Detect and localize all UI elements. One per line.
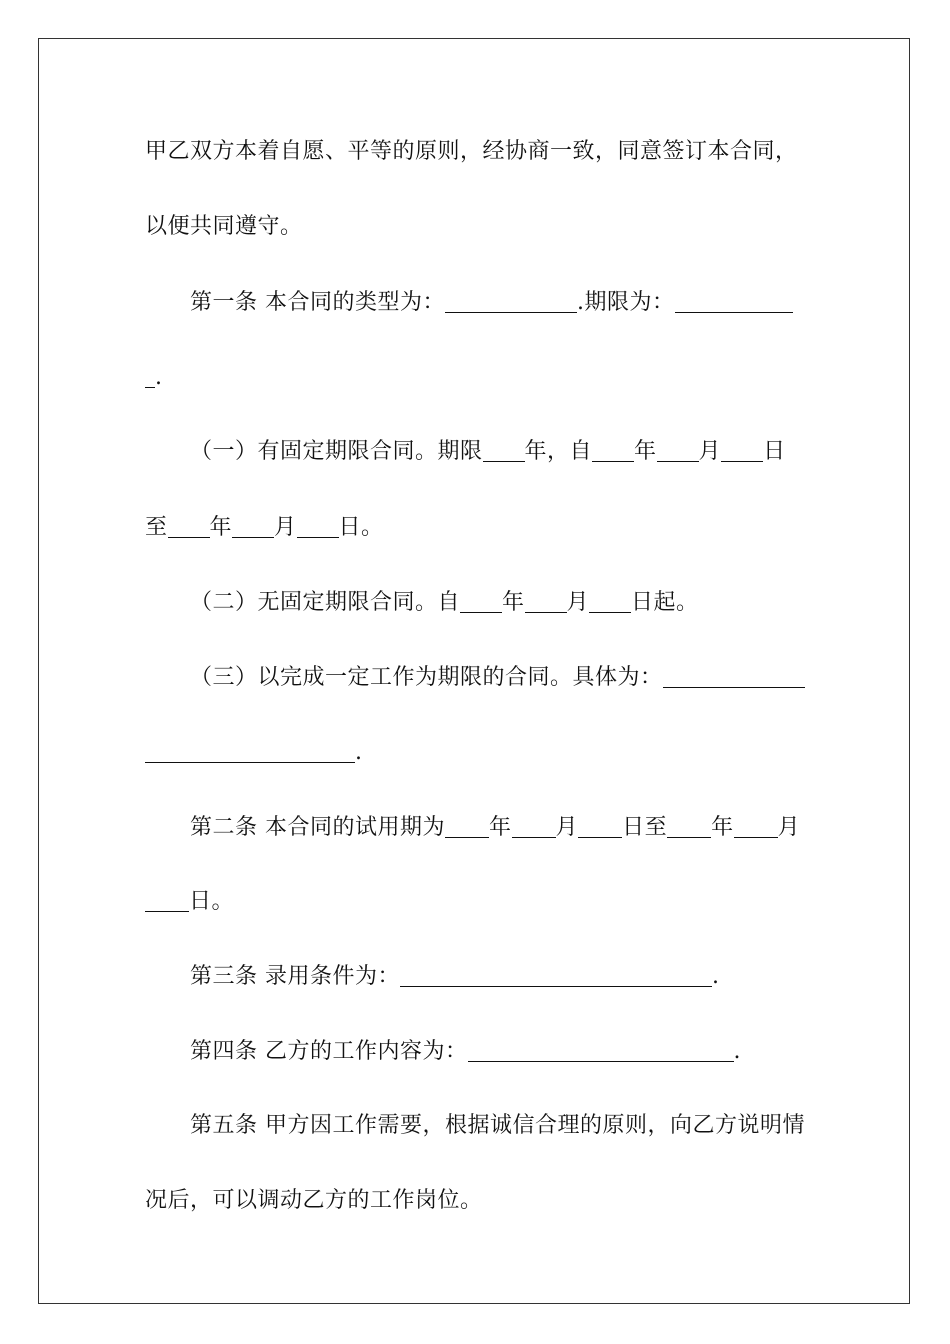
article-label: 第三条: [190, 964, 258, 989]
article-4: 第四条 乙方的工作内容为： .: [190, 1032, 805, 1072]
item-1-line-2: 至 年 月 日。: [145, 508, 805, 548]
article-1-line-2: .: [145, 358, 805, 398]
blank-field[interactable]: [232, 511, 274, 538]
blank-field[interactable]: [468, 1035, 734, 1062]
intro-line-1: 甲乙双方本着自愿、平等的原则，经协商一致，同意签订本合同，: [145, 139, 798, 164]
blank-field[interactable]: [297, 511, 339, 538]
blank-field[interactable]: [400, 960, 712, 987]
item-2: （二）无固定期限合同。自 年 月 日起。: [190, 583, 805, 623]
article-2-line-2: 日。: [145, 882, 805, 922]
blank-field[interactable]: [675, 286, 793, 313]
blank-field[interactable]: [168, 511, 210, 538]
blank-field[interactable]: [145, 885, 189, 912]
blank-field[interactable]: [483, 435, 525, 462]
blank-field[interactable]: [445, 286, 577, 313]
item-3-line-1: （三）以完成一定工作为期限的合同。具体为：: [190, 658, 805, 698]
blank-field[interactable]: [589, 586, 631, 613]
blank-field[interactable]: [578, 811, 622, 838]
article-label: 第二条: [190, 815, 258, 840]
article-1-line-1: 第一条 本合同的类型为： .期限为：: [190, 283, 805, 323]
blank-field[interactable]: [460, 586, 502, 613]
blank-field[interactable]: [145, 736, 355, 763]
article-label: 第五条: [190, 1113, 258, 1138]
blank-field[interactable]: [445, 811, 489, 838]
article-5-line-1: 第五条 甲方因工作需要，根据诚信合理的原则，向乙方说明情: [190, 1113, 806, 1138]
article-label: 第四条: [190, 1039, 258, 1064]
blank-field[interactable]: [145, 361, 155, 388]
article-3: 第三条 录用条件为： .: [190, 957, 805, 997]
blank-field[interactable]: [667, 811, 711, 838]
article-5-line-2: 况后，可以调动乙方的工作岗位。: [145, 1188, 483, 1213]
blank-field[interactable]: [721, 435, 763, 462]
intro-line-2: 以便共同遵守。: [145, 214, 303, 239]
blank-field[interactable]: [512, 811, 556, 838]
item-3-line-2: .: [145, 733, 805, 773]
item-1-line-1: （一）有固定期限合同。期限 年，自 年 月 日: [190, 432, 805, 472]
blank-field[interactable]: [525, 586, 567, 613]
blank-field[interactable]: [734, 811, 778, 838]
article-2-line-1: 第二条 本合同的试用期为 年 月 日至 年 月: [190, 808, 805, 848]
blank-field[interactable]: [663, 661, 805, 688]
article-label: 第一条: [190, 290, 258, 315]
blank-field[interactable]: [592, 435, 634, 462]
blank-field[interactable]: [657, 435, 699, 462]
